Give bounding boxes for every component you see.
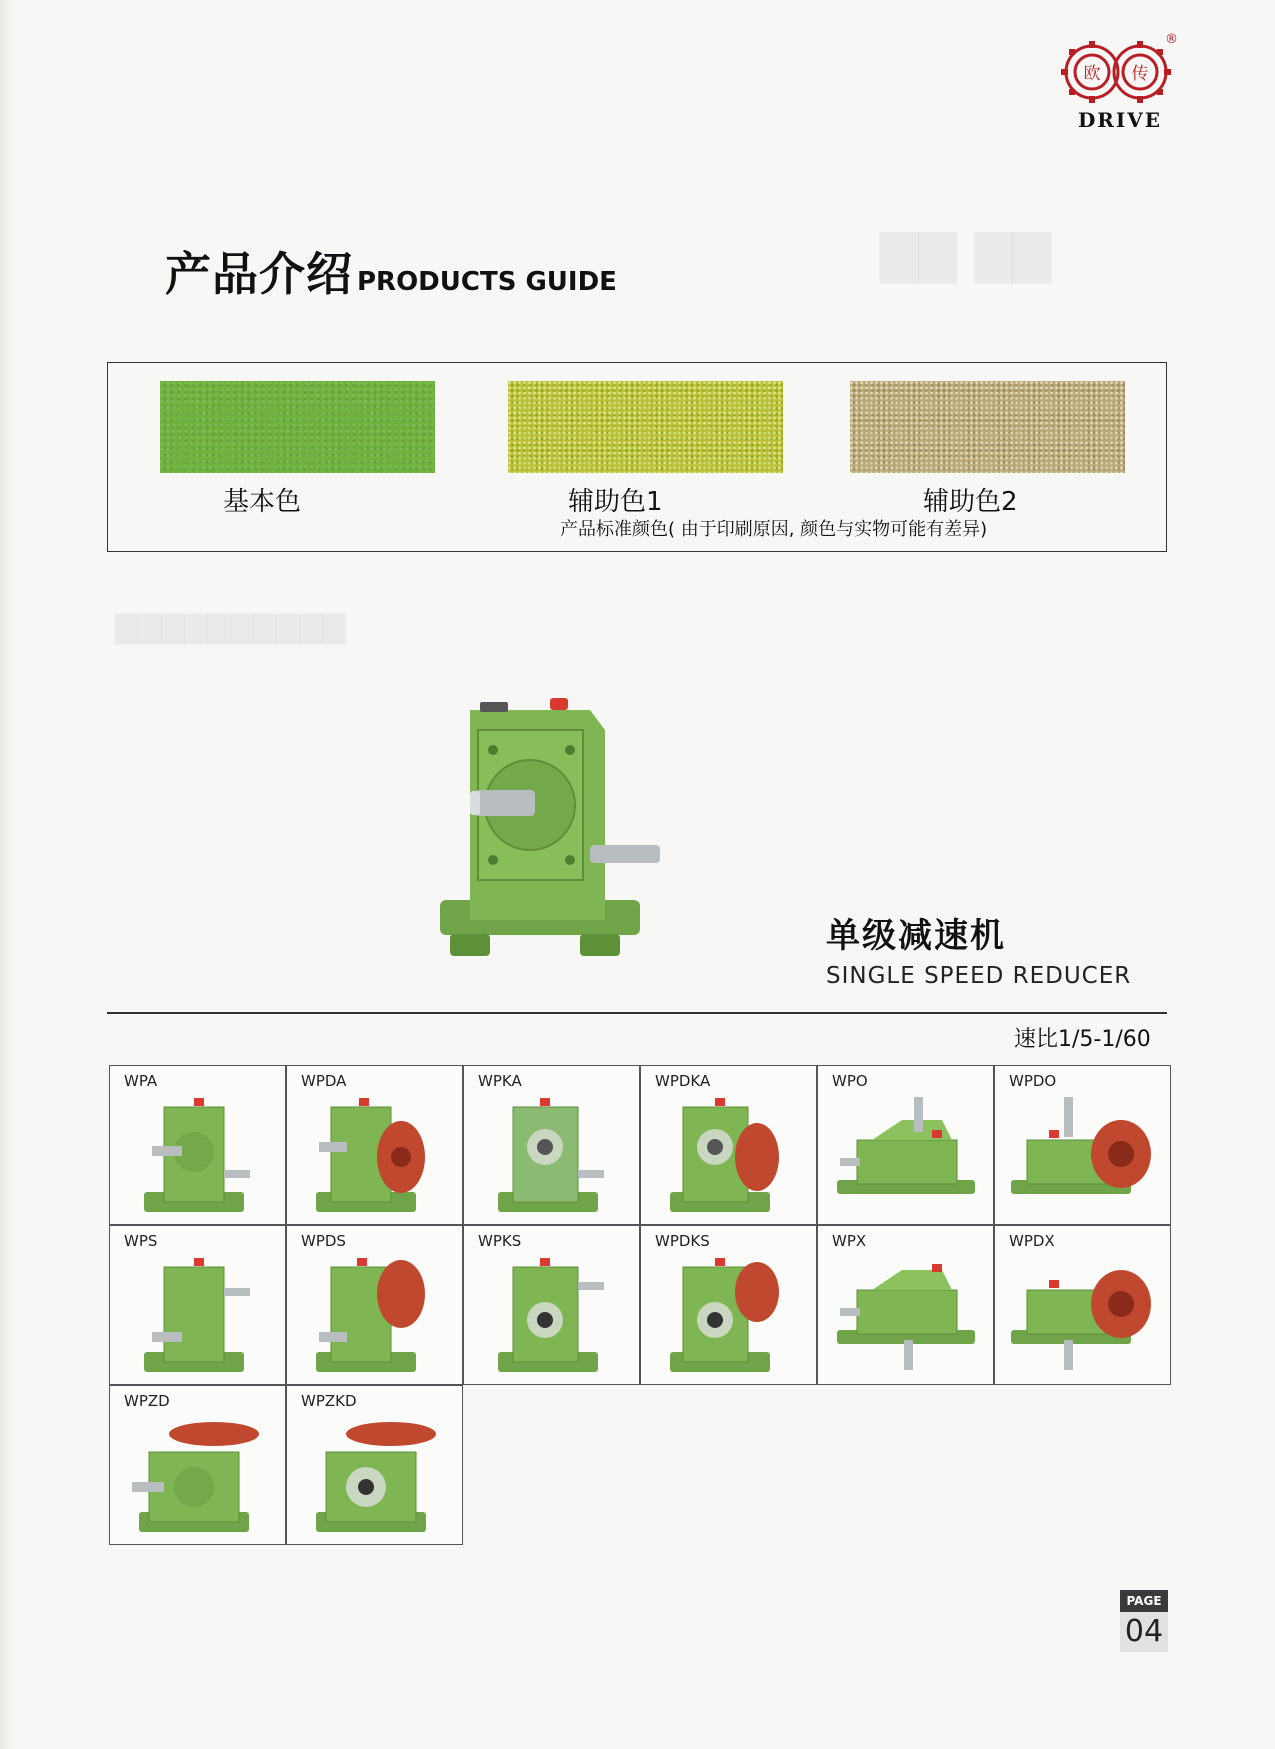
swatch-basic — [160, 381, 435, 473]
reducer-image — [832, 1252, 980, 1382]
bleed-through-shape: ▇▇ ▇▇ — [880, 225, 1052, 283]
reducer-image — [478, 1092, 626, 1222]
model-cell — [463, 1225, 640, 1385]
model-label: WPDX — [1009, 1232, 1055, 1250]
model-cell — [109, 1065, 286, 1225]
reducer-image — [301, 1252, 449, 1382]
page-title-cn: 产品介绍 — [165, 247, 353, 301]
swatch-label: 基本色 — [223, 487, 302, 517]
model-cell — [640, 1225, 817, 1385]
registered-mark: ® — [1165, 32, 1178, 47]
model-cell — [817, 1225, 994, 1385]
product-heading — [826, 908, 1131, 989]
reducer-image — [301, 1412, 449, 1542]
model-label: WPA — [124, 1072, 158, 1090]
model-cell — [109, 1385, 286, 1545]
model-cell — [286, 1385, 463, 1545]
product-title-cn: 单级减速机 — [826, 916, 1006, 956]
page-number: 04 — [1120, 1612, 1168, 1652]
page-title — [165, 238, 617, 304]
model-label: WPDS — [301, 1232, 346, 1250]
model-cell — [463, 1065, 640, 1225]
page-tag: PAGE — [1120, 1590, 1168, 1612]
reducer-image — [124, 1252, 272, 1382]
model-label: WPKS — [478, 1232, 522, 1250]
model-label: WPDO — [1009, 1072, 1057, 1090]
model-label: WPZKD — [301, 1392, 357, 1410]
swatch-auxiliary-1 — [508, 381, 783, 473]
reducer-image — [301, 1092, 449, 1222]
swatch-auxiliary-2 — [850, 381, 1125, 473]
model-cell — [109, 1225, 286, 1385]
svg-text:欧: 欧 — [1083, 64, 1101, 84]
reducer-image — [655, 1092, 803, 1222]
model-label: WPX — [832, 1232, 867, 1250]
bleed-through-shape: ▇▇▇▇▇▇▇▇▇▇ — [115, 610, 346, 645]
model-cell — [286, 1225, 463, 1385]
model-label: WPDA — [301, 1072, 347, 1090]
reducer-image — [1009, 1252, 1157, 1382]
model-label: WPZD — [124, 1392, 170, 1410]
color-swatch-panel — [107, 362, 1167, 552]
logo-text: DRIVE — [1077, 108, 1163, 132]
model-cell — [994, 1065, 1171, 1225]
reducer-image — [124, 1092, 272, 1222]
model-label: WPO — [832, 1072, 868, 1090]
page-title-en: PRODUCTS GUIDE — [357, 267, 617, 297]
reducer-image — [124, 1412, 272, 1542]
swatch-label: 辅助色2 — [923, 487, 1018, 517]
reducer-image — [478, 1252, 626, 1382]
page-edge-shadow — [0, 0, 14, 1749]
reducer-image — [832, 1092, 980, 1222]
swatch-label: 辅助色1 — [568, 487, 663, 517]
model-label: WPDKS — [655, 1232, 710, 1250]
model-cell — [817, 1065, 994, 1225]
model-cell — [286, 1065, 463, 1225]
reducer-image — [1009, 1092, 1157, 1222]
model-label: WPDKA — [655, 1072, 711, 1090]
model-cell — [640, 1065, 817, 1225]
section-divider — [107, 1012, 1167, 1014]
model-label: WPS — [124, 1232, 158, 1250]
speed-ratio: 速比1/5-1/60 — [1014, 1027, 1151, 1052]
model-cell — [994, 1225, 1171, 1385]
reducer-image — [655, 1252, 803, 1382]
single-speed-reducer-image — [430, 690, 710, 970]
model-label: WPKA — [478, 1072, 522, 1090]
product-title-en: SINGLE SPEED REDUCER — [826, 963, 1132, 989]
swatch-note: 产品标准颜色( 由于印刷原因, 颜色与实物可能有差异) — [560, 519, 988, 540]
svg-text:传: 传 — [1131, 64, 1149, 84]
